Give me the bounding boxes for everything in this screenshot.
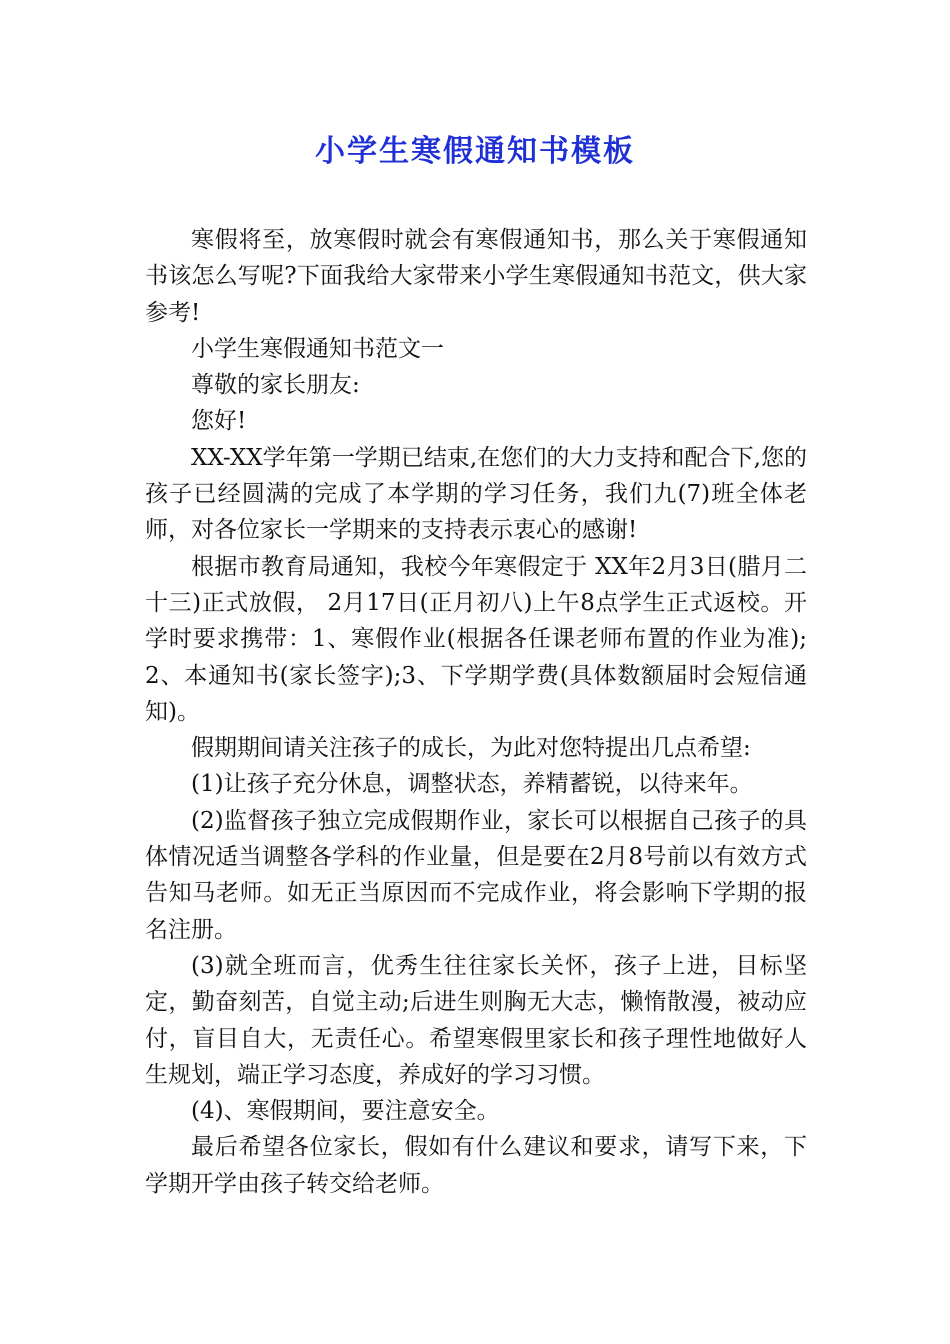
paragraph-salutation: 尊敬的家长朋友: — [191, 372, 360, 399]
paragraph-intro: 寒假将至，放寒假时就会有寒假通知书，那么关于寒假通知书该怎么写呢?下面我给大家带来小学生寒假通知书范文，供大家参考! — [145, 227, 807, 326]
paragraph-hope-2: (2)监督孩子独立完成假期作业，家长可以根据自己孩子的具体情况适当调整各学科的作业量，但是要在2月8号前以有效方式告知马老师。如无正当原因而不完成作业，将会影响下学期的报名注册。 — [145, 807, 807, 943]
paragraph-greeting: 您好! — [191, 408, 247, 435]
document-title: 小学生寒假通知书模板 — [315, 134, 635, 169]
paragraph-hope-4: (4)、寒假期间，要注意安全。 — [191, 1098, 500, 1125]
document-body — [145, 222, 807, 1202]
paragraph-schedule: 根据市教育局通知，我校今年寒假定于 XX年2月3日(腊月二十三)正式放假， 2月17日(正月初八)上午8点学生正式返校。开学时要求携带：1、寒假作业(根据各任课老师布置的作业为准);2、本通知书(家长签字);3、下学期学费(具体数额届时会短信通知)。 — [145, 553, 807, 725]
paragraph-hope-1: (1)让孩子充分休息，调整状态，养精蓄锐，以待来年。 — [191, 771, 753, 798]
paragraph-hope-3: (3)就全班而言，优秀生往往家长关怀，孩子上进，目标坚定，勤奋刻苦，自觉主动;后进生则胸无大志，懒惰散漫，被动应付，盲目自大，无责任心。希望寒假里家长和孩子理性地做好人生规划，端正学习态度，养成好的学习习惯。 — [145, 952, 807, 1088]
paragraph-hopes-intro: 假期期间请关注孩子的成长，为此对您特提出几点希望: — [191, 735, 751, 762]
paragraph-thanks: XX-XX学年第一学期已结束,在您们的大力支持和配合下,您的孩子已经圆满的完成了本学期的学习任务，我们九(7)班全体老师，对各位家长一学期来的支持表示衷心的感谢! — [145, 444, 807, 544]
paragraph-closing: 最后希望各位家长，假如有什么建议和要求，请写下来，下学期开学由孩子转交给老师。 — [145, 1134, 807, 1197]
paragraph-sample-heading: 小学生寒假通知书范文一 — [191, 335, 444, 362]
